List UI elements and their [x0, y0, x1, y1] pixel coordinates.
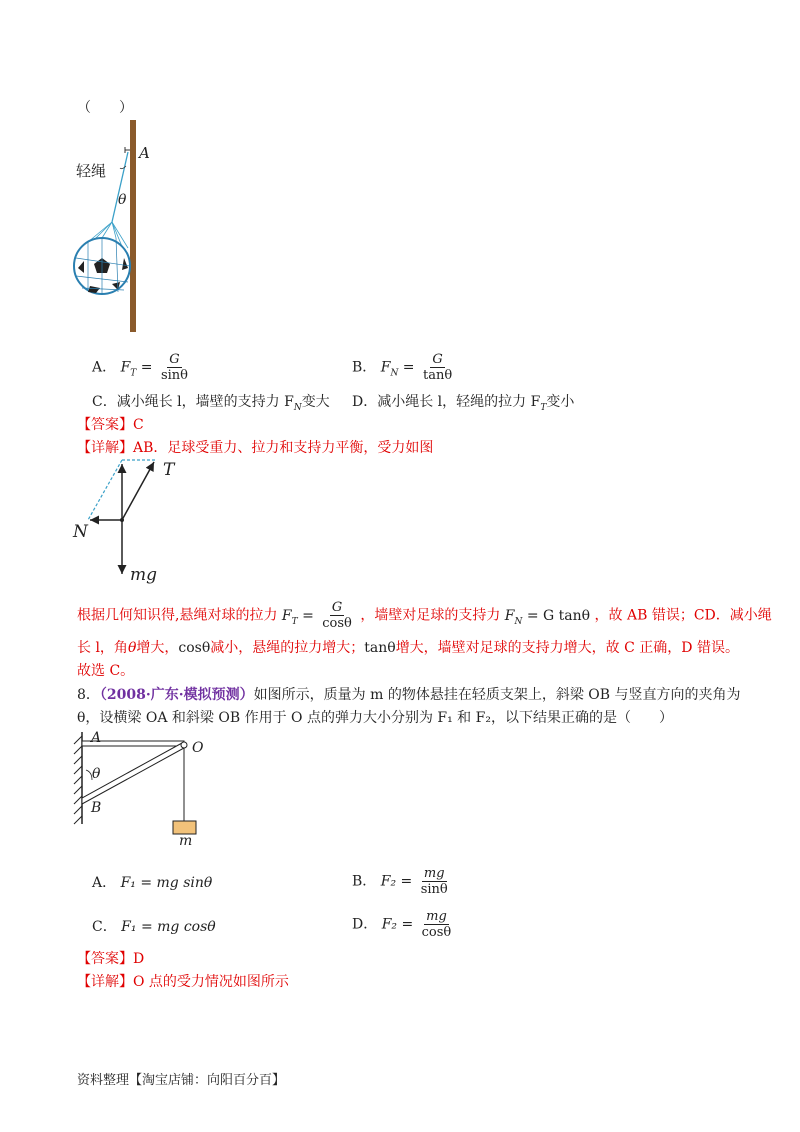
option-d-text: D．减小绳长 l，轻绳的拉力 F [352, 394, 541, 410]
q8-stem-line-1 [77, 684, 740, 704]
q8-option-b[interactable] [352, 866, 452, 897]
q8-answer-value: D [133, 951, 145, 967]
option-b[interactable]: B． $F_N$ = $\frac{G}{\tan\theta}$ [352, 352, 453, 383]
q8-source: （2008·广东·模拟预测） [99, 687, 254, 703]
q8-stem-1: 如图所示，质量为 m 的物体悬挂在轻质支架上，斜梁 OB 与竖直方向的夹角为 [253, 687, 741, 703]
q8-option-b-fraction [419, 866, 450, 897]
rope [112, 152, 128, 222]
option-c-sub: N [293, 402, 302, 413]
rope-label: 轻绳 [76, 162, 107, 180]
q8-option-d-letter: D． [352, 916, 378, 933]
option-a-letter: A． [92, 359, 117, 376]
option-d-tail: 变小 [546, 394, 575, 410]
option-d[interactable] [352, 391, 574, 413]
option-b-letter: B． [352, 359, 377, 376]
q7-answer [77, 414, 144, 434]
point-a-label: A [139, 144, 150, 162]
option-a-num: G [169, 352, 180, 367]
expl-ft-formula: $F_T$ = $\frac{G}{\cos\theta}$ [281, 600, 352, 631]
option-a-lhs: F [120, 359, 131, 376]
fig-label-b: B [91, 800, 102, 816]
ball-wall-figure [68, 118, 168, 338]
explanation-line-2 [77, 637, 739, 657]
option-a-den: sinθ [160, 368, 188, 383]
expl-2f: tanθ [364, 640, 396, 656]
option-c-tail: 变大 [301, 394, 330, 410]
expl-2a: 长 l，角 [77, 640, 128, 656]
expl-2c: 增大， [136, 640, 179, 656]
q8-option-a[interactable] [92, 872, 212, 892]
fig-label-a: A [91, 730, 102, 746]
expl-2b: θ [127, 640, 137, 656]
expl-2d: cosθ [178, 640, 211, 656]
expl-1a: 根据几何知识得,悬绳对球的拉力 [77, 607, 278, 624]
option-a-fraction [159, 352, 190, 383]
q8-option-c-expr: F₁ = mg cosθ [121, 919, 216, 935]
q8-answer-label: 【答案】 [77, 951, 133, 967]
q8-stem-line-2: θ，设横梁 OA 和斜梁 OB 作用于 O 点的弹力大小分别为 F₁ 和 F₂，以下结果正确的是（ ） [77, 710, 673, 726]
theta-label: θ [118, 192, 127, 208]
option-c-text: C．减小绳长 l，墙壁的支持力 F [92, 394, 294, 410]
fig-label-o: O [192, 740, 204, 756]
expl-ft-den: cosθ [322, 616, 352, 631]
q8-option-b-den: sinθ [420, 882, 448, 897]
q8-option-d-fraction [420, 909, 454, 940]
expl-2g: 增大，墙壁对足球的支持力增大，故 C 正确，D 错误。 [395, 640, 739, 656]
q8-option-d-num: mg [426, 909, 447, 924]
option-c[interactable] [92, 391, 330, 413]
question-paren: （ ） [77, 100, 133, 116]
detail-intro-text: AB．足球受重力、拉力和支持力平衡，受力如图 [133, 440, 434, 456]
force-mg-label: mg [130, 565, 158, 585]
q8-option-d[interactable] [352, 909, 455, 940]
q8-option-a-letter: A． [92, 875, 117, 891]
q8-option-c-letter: C． [92, 919, 117, 935]
expl-fn-text: = G tanθ [526, 607, 591, 624]
detail-label: 【详解】 [77, 440, 133, 456]
fig-label-m: m [179, 833, 193, 849]
q8-option-b-num: mg [423, 866, 445, 881]
q8-detail-text: O 点的受力情况如图所示 [133, 974, 289, 990]
q8-option-a-expr: F₁ = mg sinθ [120, 875, 213, 891]
option-b-fraction [421, 352, 454, 383]
explanation-line-1 [77, 600, 772, 631]
q8-answer [77, 948, 144, 968]
option-b-num: G [432, 352, 443, 367]
q8-number: 8． [77, 687, 100, 703]
q8-option-d-den: cosθ [421, 925, 452, 940]
option-b-sub: N [390, 368, 399, 379]
q8-detail [77, 971, 289, 991]
explanation-line-3: 故选 C。 [77, 663, 135, 679]
q8-option-b-letter: B． [352, 873, 377, 890]
option-a[interactable]: A． $F_T$ = $\frac{G}{\sin\theta}$ [92, 352, 188, 383]
q8-option-b-lhs: F₂ = [380, 873, 413, 890]
answer-value: C [133, 417, 144, 433]
q8-option-c[interactable] [92, 916, 216, 936]
expl-1b: ，墙壁对足球的支持力 [360, 607, 501, 624]
fig-label-theta: θ [92, 766, 101, 782]
option-b-den: tanθ [422, 368, 453, 383]
answer-label: 【答案】 [77, 417, 133, 433]
expl-2e: 减小，悬绳的拉力增大； [210, 640, 365, 656]
q8-detail-label: 【详解】 [77, 974, 133, 990]
expl-1c: ，故 AB 错误；CD．减小绳 [594, 607, 772, 624]
force-n-label: N [73, 522, 88, 542]
wall [130, 120, 136, 332]
angle-arc [120, 166, 126, 169]
q8-option-d-lhs: F₂ = [381, 916, 414, 933]
expl-fn-formula: $F_N = G$ tanθ [504, 607, 591, 627]
option-a-sub: T [130, 368, 137, 379]
force-t-label: T [163, 460, 175, 480]
page-footer: 资料整理【淘宝店铺：向阳百分百】 [77, 1073, 286, 1088]
option-d-sub: T [540, 402, 547, 413]
option-b-lhs: F [380, 359, 391, 376]
expl-ft-num: G [331, 600, 343, 615]
